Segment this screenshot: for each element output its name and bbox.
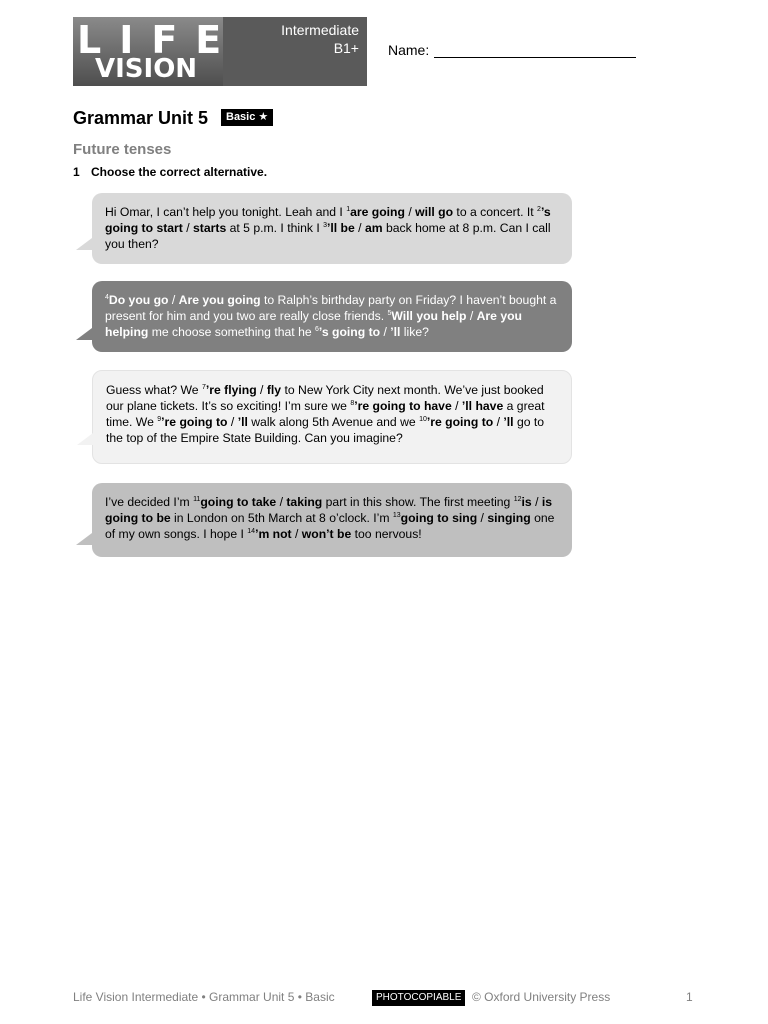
speech-bubble-tail xyxy=(76,328,92,340)
gap-number: 7 xyxy=(201,384,206,391)
answer-option[interactable]: going to take xyxy=(200,495,277,509)
answer-option[interactable]: are going xyxy=(350,205,405,219)
answer-option[interactable]: is xyxy=(521,495,532,509)
instruction-text: Choose the correct alternative. xyxy=(91,165,268,179)
answer-option[interactable]: ’m not xyxy=(255,527,292,541)
answer-option[interactable]: will go xyxy=(415,205,454,219)
level-line-1: Intermediate xyxy=(281,22,359,38)
exercise-instruction xyxy=(73,165,267,179)
logo-panel xyxy=(73,17,240,86)
gap-number: 13 xyxy=(392,512,401,519)
answer-option[interactable]: ’ll xyxy=(237,415,248,429)
level-badge: Basic ★ xyxy=(221,109,273,126)
answer-option[interactable]: Will you help xyxy=(391,309,467,323)
gap-number: 1 xyxy=(346,206,351,213)
answer-option[interactable]: ’ll xyxy=(390,325,401,339)
gap-number: 4 xyxy=(105,294,109,301)
logo-line-vision: VISION xyxy=(95,54,198,84)
bubble-text: I’ve decided I’m $^{11}$going to take / taking part in this show. The first meeting $^{12}$is / is going to be in London on 5th March at 8 o’clock. I’m $^{13}$going to sing / singing one of my own songs. I hope I $^{14}$’m not / won’t be too nervous! xyxy=(105,495,555,541)
bubble-text: $^4$Do you go / Are you going to Ralph’s birthday party on Friday? I haven’t bought a present for him and you two are really close friends. $^5$Will you help / Are you helping me choose something that he $^6$’s going to / ’ll like? xyxy=(105,293,557,339)
photocopiable-label: PHOTOCOPIABLE xyxy=(372,990,465,1006)
speech-bubble-tail xyxy=(76,238,92,250)
bubble-text: Guess what? We $^7$’re flying / fly to New York City next month. We’ve just booked our plane tickets. It’s so exciting! I’m sure we $^8$’re going to have / ’ll have a great time. We $^9$’re going to / ’ll walk along 5th Avenue and we $^{10}$’re going to / ’ll go to the top of the Empire State Building. Can you imagine? xyxy=(106,383,545,445)
footer-text: Life Vision Intermediate • Grammar Unit 5 • Basic xyxy=(73,990,335,1004)
speech-bubble-2 xyxy=(92,281,572,352)
answer-option[interactable]: ’ll be xyxy=(327,221,355,235)
gap-number: 11 xyxy=(193,496,201,503)
answer-option[interactable]: singing xyxy=(487,511,531,525)
answer-option[interactable]: Are you going xyxy=(178,293,261,307)
page-title: Grammar Unit 5 xyxy=(73,108,209,128)
gap-number: 10 xyxy=(419,416,427,423)
answer-option[interactable]: ’re going to have xyxy=(354,399,452,413)
answer-option[interactable]: Do you go xyxy=(108,293,169,307)
name-label: Name: xyxy=(388,42,430,58)
answer-option[interactable]: ’s going to start xyxy=(105,205,551,235)
gap-number: 8 xyxy=(350,400,355,407)
speech-bubble-3 xyxy=(92,370,572,464)
answer-option[interactable]: starts xyxy=(193,221,227,235)
answer-option[interactable]: fly xyxy=(266,383,282,397)
logo-line-life: LIFE xyxy=(77,18,240,62)
exercise-number: 1 xyxy=(73,165,80,179)
level-label xyxy=(281,21,359,57)
life-vision-logo xyxy=(73,17,367,86)
level-line-2: B1+ xyxy=(333,40,359,56)
answer-option[interactable]: going to sing xyxy=(400,511,478,525)
gap-number: 6 xyxy=(315,326,319,333)
speech-bubble-tail xyxy=(76,533,92,545)
answer-option[interactable]: taking xyxy=(286,495,323,509)
answer-option[interactable]: won’t be xyxy=(301,527,352,541)
answer-option[interactable]: ’re going to xyxy=(426,415,494,429)
gap-number: 9 xyxy=(157,416,162,423)
name-field-line[interactable] xyxy=(434,57,636,58)
gap-number: 3 xyxy=(323,222,328,229)
answer-option[interactable]: ’ll have xyxy=(461,399,504,413)
gap-number: 12 xyxy=(513,496,522,503)
gap-number: 5 xyxy=(387,310,392,317)
page-number: 1 xyxy=(686,990,693,1004)
copyright: © Oxford University Press xyxy=(472,990,611,1004)
answer-option[interactable]: ’re flying xyxy=(205,383,257,397)
bubble-text: Hi Omar, I can’t help you tonight. Leah and I $^1$are going / will go to a concert. It $^2$’s going to start / starts at 5 p.m. I think I $^3$’ll be / am back home at 8 p.m. Can I call you then? xyxy=(105,205,551,251)
answer-option[interactable]: am xyxy=(364,221,383,235)
answer-option[interactable]: ’s going to xyxy=(318,325,381,339)
answer-option[interactable]: is going to be xyxy=(105,495,553,525)
speech-bubble-tail xyxy=(77,433,93,445)
answer-option[interactable]: ’ll xyxy=(503,415,514,429)
speech-bubble-1 xyxy=(92,193,572,264)
gap-number: 2 xyxy=(537,206,541,213)
speech-bubble-4 xyxy=(92,483,572,557)
answer-option[interactable]: ’re going to xyxy=(161,415,228,429)
section-heading: Future tenses xyxy=(73,141,172,158)
answer-option[interactable]: Are you helping xyxy=(105,309,523,339)
gap-number: 14 xyxy=(247,528,256,535)
